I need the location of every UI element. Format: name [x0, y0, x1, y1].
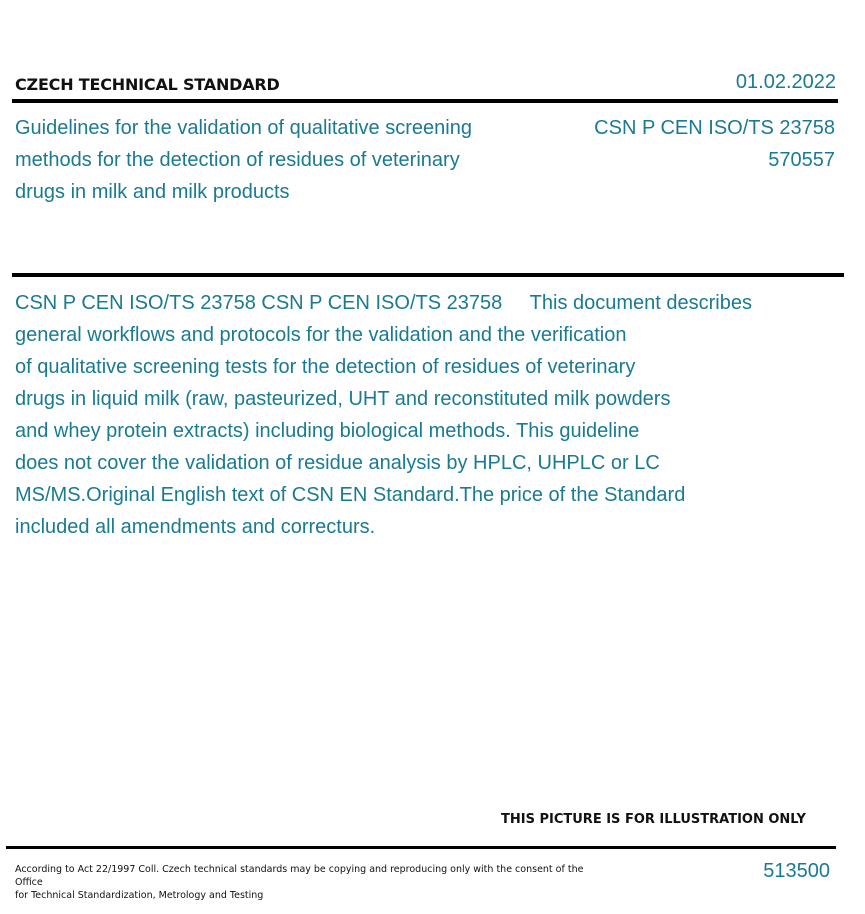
standard-code: CSN P CEN ISO/TS 23758: [594, 117, 835, 139]
description-line: drugs in liquid milk (raw, pasteurized, UHT and reconstituted milk powders: [15, 388, 671, 410]
description-line: included all amendments and correcturs.: [15, 516, 376, 538]
title-line: Guidelines for the validation of qualitative screening: [15, 117, 472, 139]
illustration-disclaimer: THIS PICTURE IS FOR ILLUSTRATION ONLY: [501, 812, 806, 827]
description-line: and whey protein extracts) including biological methods. This guideline: [15, 420, 640, 442]
legal-notice-line: for Technical Standardization, Metrology and Testing: [15, 890, 264, 901]
description-line: MS/MS.Original English text of CSN EN Standard.The price of the Standard: [15, 484, 686, 506]
standard-type-heading: CZECH TECHNICAL STANDARD: [15, 75, 280, 94]
description-line: CSN P CEN ISO/TS 23758 CSN P CEN ISO/TS 23758 This document describes: [15, 292, 752, 314]
title-line: drugs in milk and milk products: [15, 181, 290, 203]
footer-code: 513500: [763, 860, 830, 882]
description-line: does not cover the validation of residue analysis by HPLC, UHPLC or LC: [15, 452, 660, 474]
section-divider: [12, 273, 844, 277]
legal-notice-line: According to Act 22/1997 Coll. Czech technical standards may be copying and reproducing only with the consent of the Office: [15, 864, 584, 888]
standard-identifiers: [594, 112, 835, 176]
description-line: of qualitative screening tests for the detection of residues of veterinary: [15, 356, 636, 378]
standard-title: [15, 112, 535, 208]
legal-notice: [15, 863, 585, 902]
header-divider: [12, 99, 838, 103]
footer-divider: [6, 846, 836, 849]
publication-date: 01.02.2022: [735, 71, 836, 93]
title-line: methods for the detection of residues of veterinary: [15, 149, 460, 171]
catalog-number: 570557: [768, 149, 835, 171]
standard-description: [15, 287, 815, 543]
description-line: general workflows and protocols for the validation and the verification: [15, 324, 627, 346]
